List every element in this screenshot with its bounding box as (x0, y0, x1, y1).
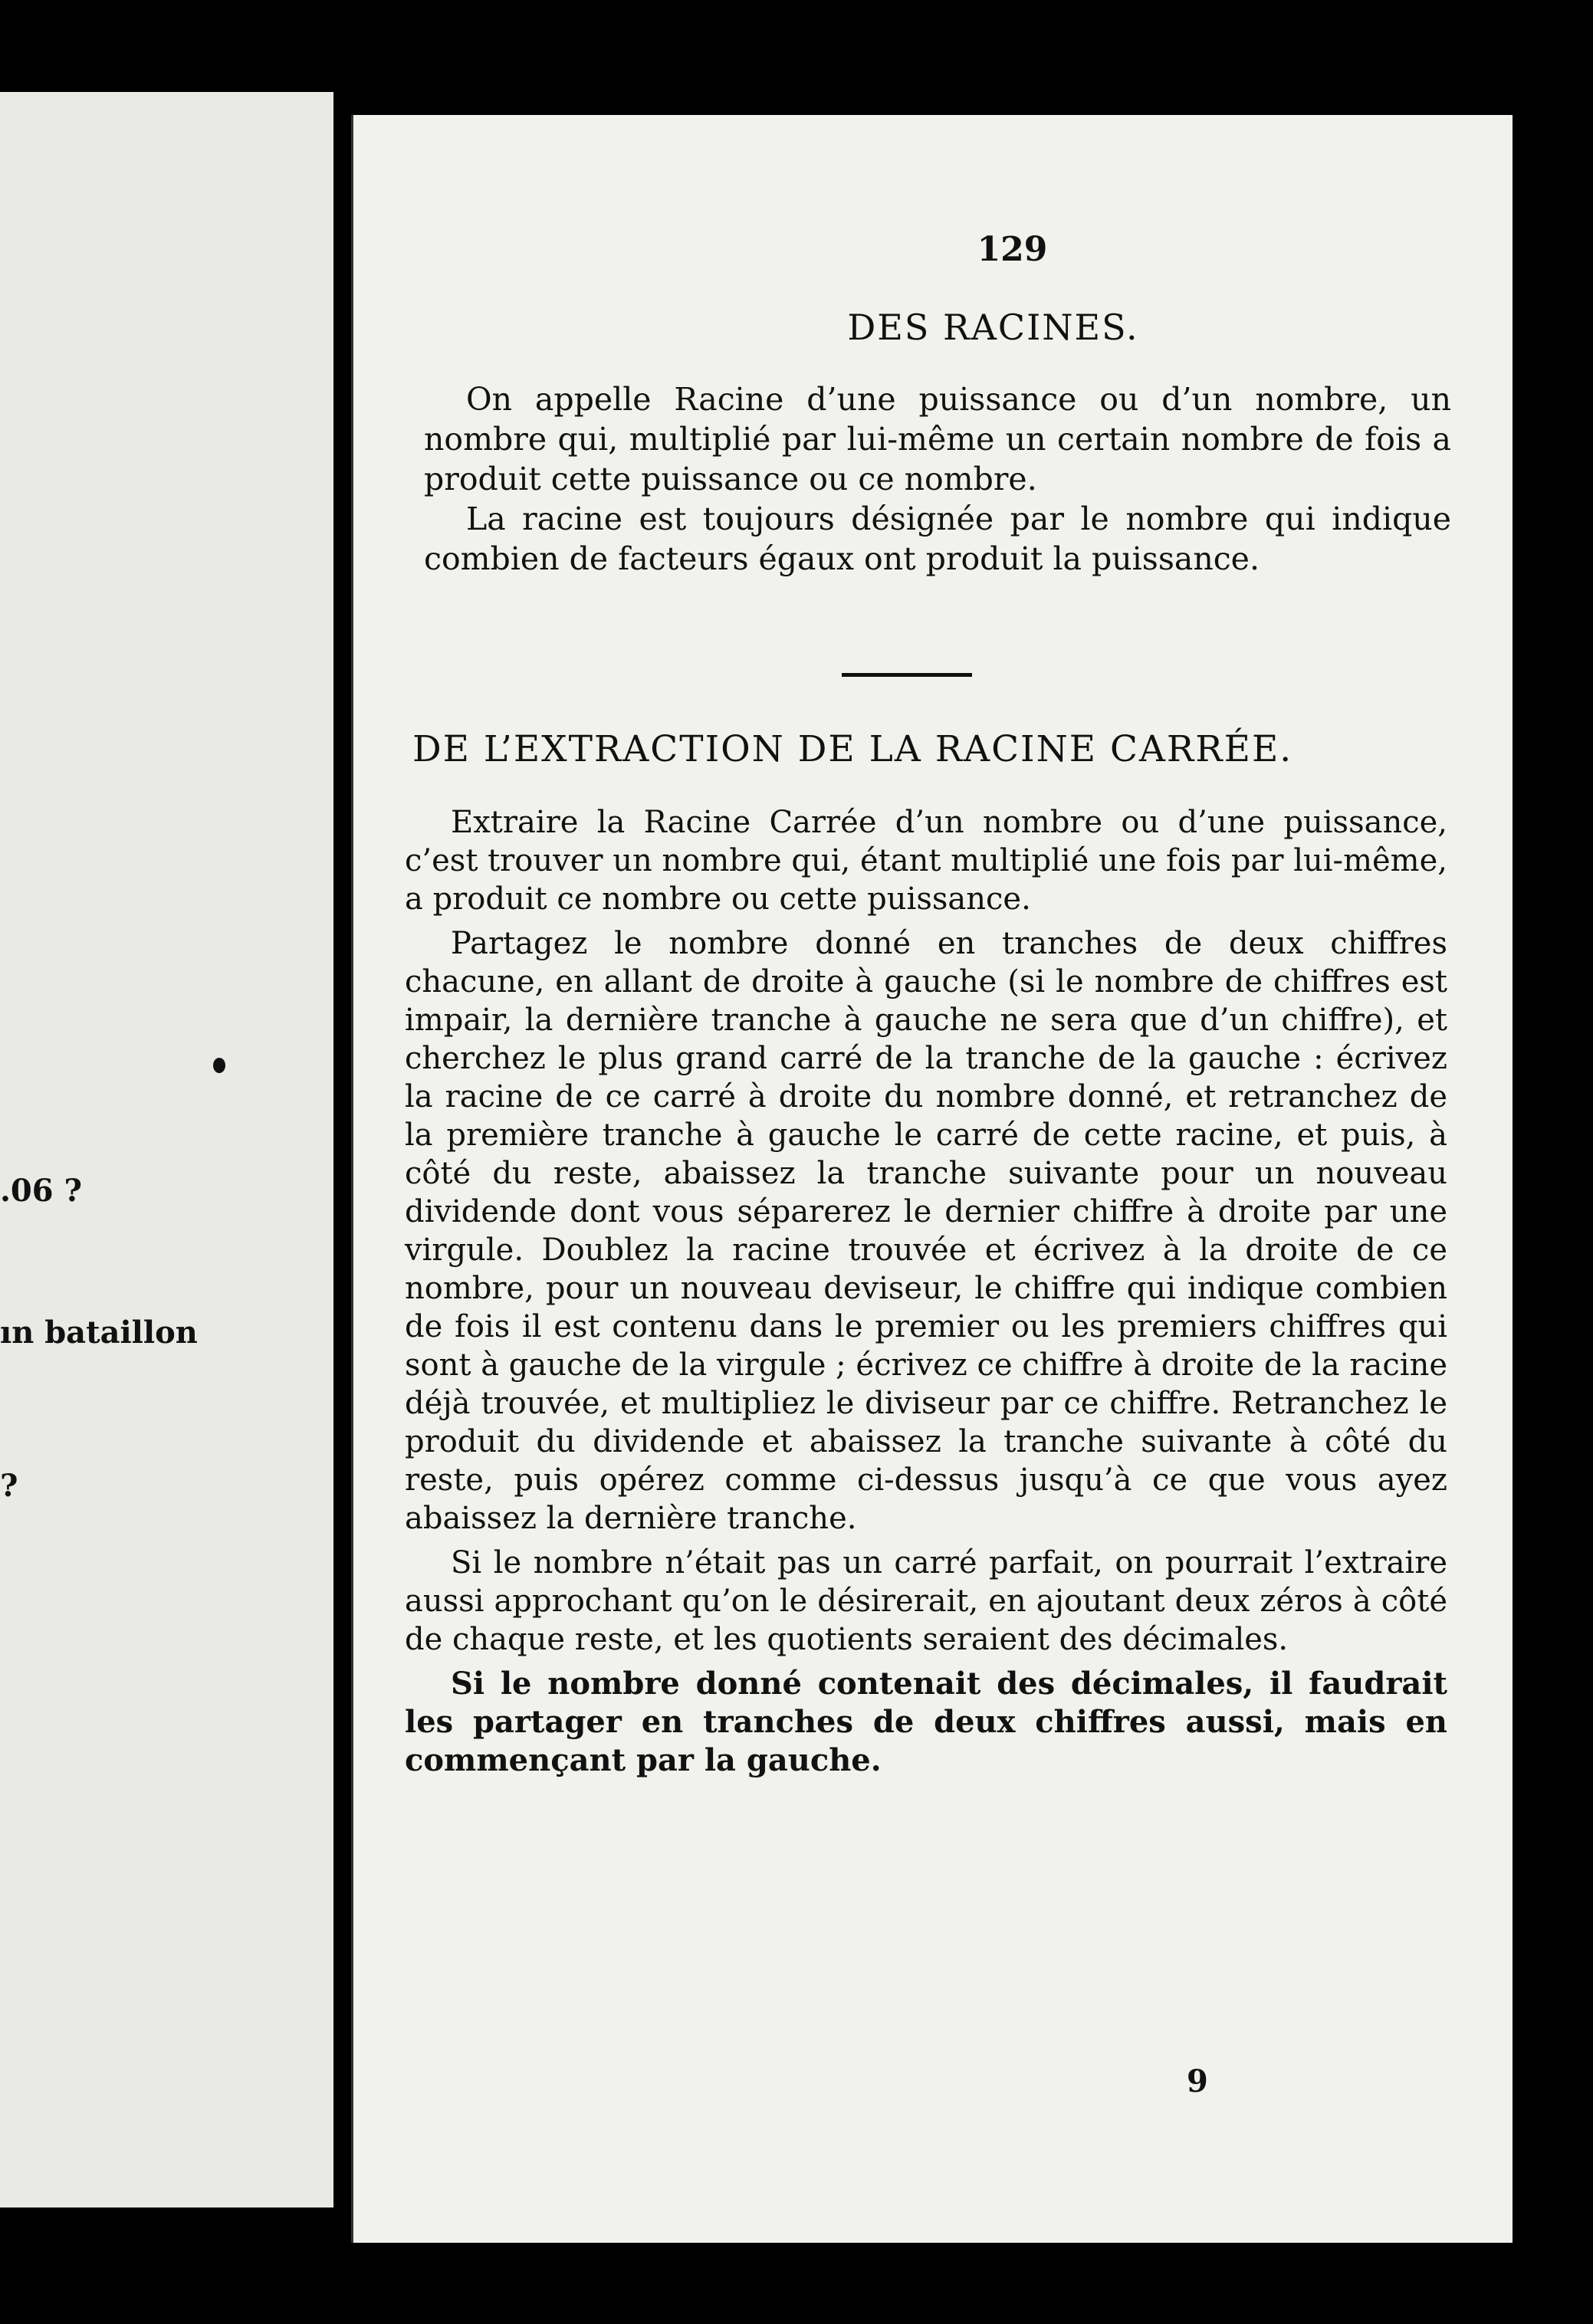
right-page (351, 115, 1513, 2243)
ink-dot (213, 1058, 225, 1073)
left-fragment-bataillon: ın bataillon (0, 1315, 198, 1351)
left-fragment-question: ? (0, 1468, 18, 1504)
left-page (0, 92, 333, 2207)
body-text (405, 803, 1447, 1786)
body-paragraph: Si le nombre n’était pas un carré parfait, on pourrait l’extraire aussi approchant qu’on le désirerait, en ajoutant deux zéros à côté de chaque reste, et les quotients seraient des décimales. (405, 1545, 1447, 1657)
body-paragraph: Partagez le nombre donné en tranches de deux chiffres chacune, en allant de droite à gauche (si le nombre de chiffres est impair, la dernière tranche à gauche ne sera que d’un chiffre), et cherchez le plus grand carré de la tranche de la gauche : écrivez la racine de ce carré à droite du nombre donné, et retranchez de la première tranche à gauche le carré de cette racine, et puis, à côté du reste, abaissez la tranche suivante pour un nouveau dividende dont vous séparerez le dernier chiffre à droite par une virgule. Doublez la racine trouvée et écrivez à la droite de ce nombre, pour un nouveau deviseur, le chiffre qui indique combien de fois il est contenu dans le premier ou les premiers chiffres qui sont à gauche de la virgule ; écrivez ce chiffre à droite de la racine déjà trouvée, et multipliez le diviseur par ce chiffre. Retranchez le produit du dividende et abaissez la tranche suivante à côté du reste, puis opérez comme ci-dessus jusqu’à ce que vous ayez abaissez la dernière tranche. (405, 926, 1447, 1536)
page-fold (351, 115, 353, 2243)
signature-mark: 9 (1187, 2063, 1208, 2099)
intro-paragraph: La racine est toujours désignée par le nombre qui indique combien de facteurs égaux ont produit la puissance. (424, 501, 1451, 577)
left-fragment-number: .06 ? (0, 1173, 82, 1209)
subsection-title: DE L’EXTRACTION DE LA RACINE CARRÉE. (412, 728, 1293, 770)
section-divider (842, 673, 972, 677)
body-paragraph: Si le nombre donné contenait des décimales, il faudrait les partager en tranches de deux chiffres aussi, mais en commençant par la gauche. (405, 1666, 1447, 1778)
intro-paragraph: On appelle Racine d’une puissance ou d’un nombre, un nombre qui, multiplié par lui-même un certain nombre de fois a produit cette puissance ou ce nombre. (424, 381, 1451, 497)
intro-text (424, 379, 1451, 579)
page-number: 129 (977, 230, 1048, 269)
section-title: DES RACINES. (847, 307, 1139, 348)
body-paragraph: Extraire la Racine Carrée d’un nombre ou d’une puissance, c’est trouver un nombre qui, étant multiplié une fois par lui-même, a produit ce nombre ou cette puissance. (405, 805, 1447, 917)
